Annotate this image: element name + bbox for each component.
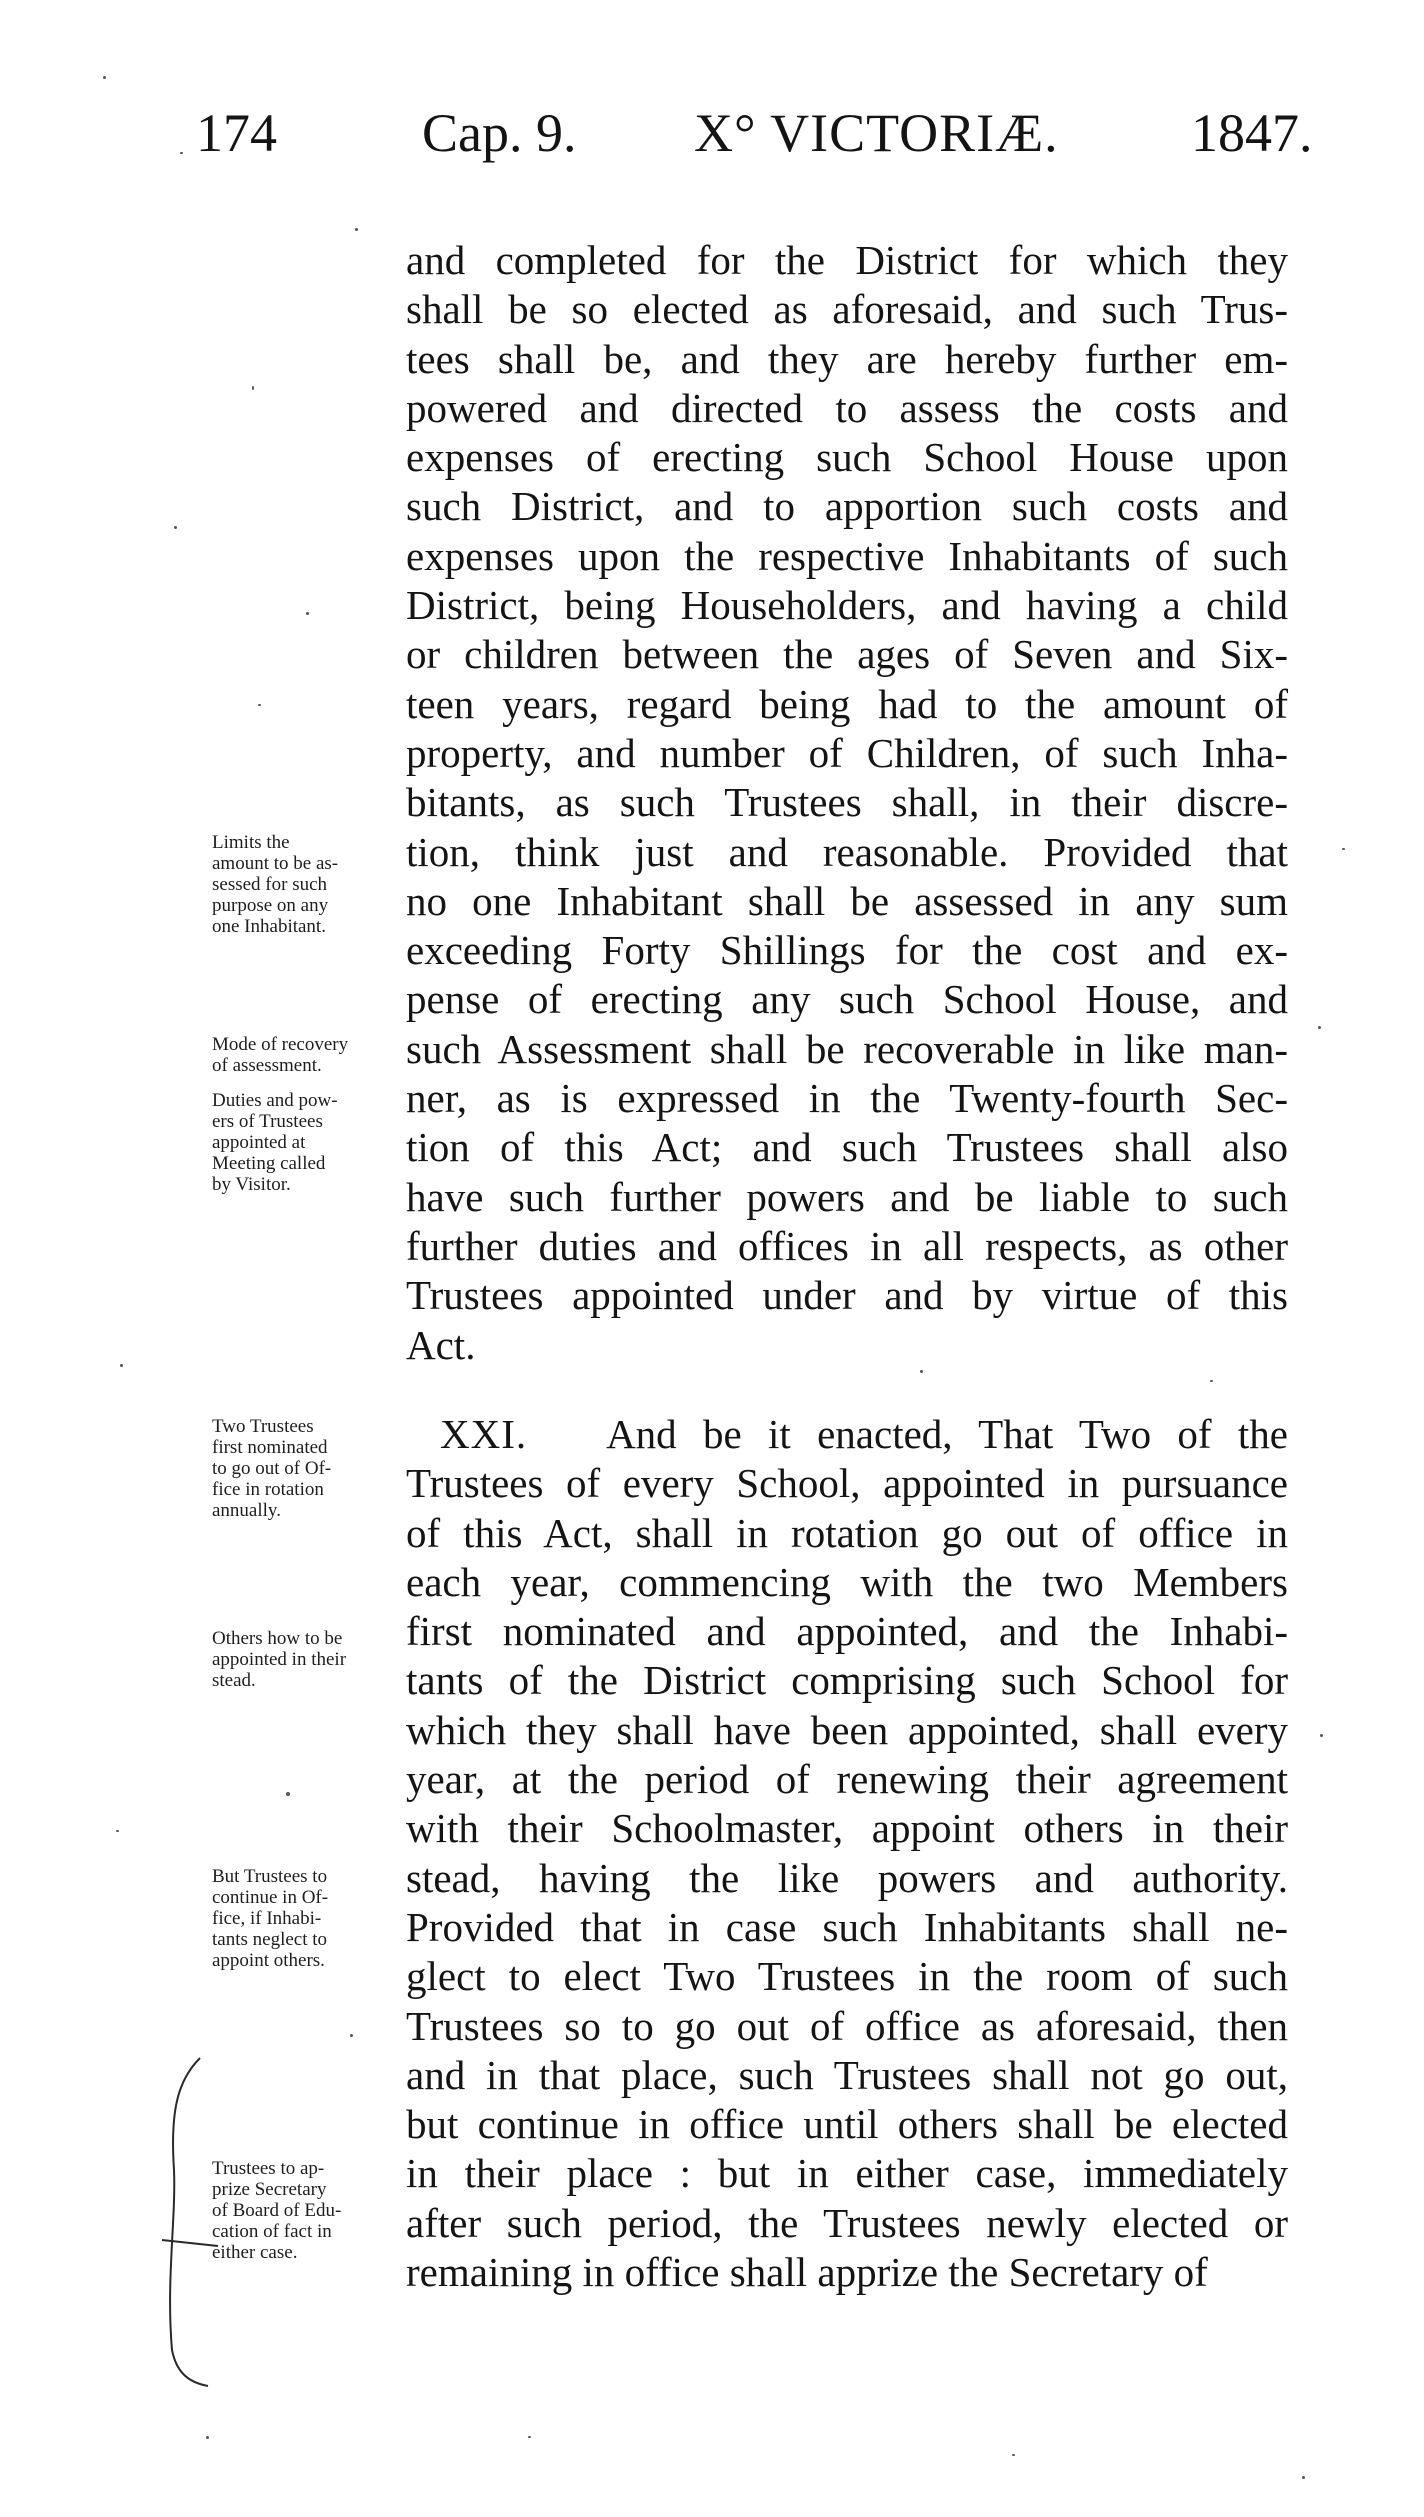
text-line: Trustees of every School, appointed in pursuance (406, 1460, 1288, 1507)
note-line: Mode of recovery (212, 1034, 349, 1055)
section-first-line (406, 1410, 1288, 1459)
text-line: no one Inhabitant shall be assessed in any sum (406, 877, 1288, 924)
note-line: Two Trustees (212, 1416, 314, 1437)
text-line: which they shall have been appointed, shall every (406, 1706, 1288, 1753)
note-line: to go out of Of- (212, 1458, 332, 1479)
text-line: tees shall be, and they are hereby further em- (406, 335, 1288, 382)
text-line: Trustees so to go out of office as aforesaid, then (406, 2002, 1288, 2049)
text-line: Act. (406, 1321, 476, 1368)
section-number: XXI. (440, 1411, 528, 1457)
text-line: in their place : but in either case, immediately (406, 2150, 1288, 2197)
text-line: year, at the period of renewing their agreement (406, 1756, 1288, 1803)
text-line: pense of erecting any such School House, and (406, 976, 1288, 1023)
note-line: Limits the (212, 832, 290, 853)
note-line: fice, if Inhabi- (212, 1908, 322, 1929)
text-line: powered and directed to assess the costs and (406, 384, 1288, 431)
margin-note-limits-assessment (212, 832, 392, 937)
margin-note-apprize-secretary (212, 2158, 392, 2263)
note-line: prize Secretary (212, 2179, 327, 2200)
note-line: appoint others. (212, 1950, 325, 1971)
margin-note-trustees-continue (212, 1866, 392, 1971)
text-line: further duties and offices in all respects, as other (406, 1222, 1288, 1269)
note-line: Meeting called (212, 1153, 326, 1174)
text-line: tion, think just and reasonable. Provided that (406, 828, 1288, 875)
margin-note-rotation (212, 1416, 392, 1521)
running-header (196, 102, 1313, 182)
text-line: remaining in office shall apprize the Secretary of (406, 2249, 1208, 2296)
note-line: appointed in their (212, 1649, 347, 1670)
note-line: amount to be as- (212, 853, 339, 874)
text-line: first nominated and appointed, and the Inhabi- (406, 1608, 1288, 1655)
text-line: Provided that in case such Inhabitants shall ne- (406, 1903, 1288, 1950)
note-line: appointed at (212, 1132, 306, 1153)
text-line: tants of the District comprising such School for (406, 1657, 1288, 1704)
text-line: or children between the ages of Seven and Six- (406, 631, 1288, 678)
note-line: Others how to be (212, 1628, 343, 1649)
text-line: such Assessment shall be recoverable in like man- (406, 1025, 1288, 1072)
margin-note-mode-of-recovery (212, 1034, 392, 1076)
text-line: such District, and to apportion such costs and (406, 483, 1288, 530)
section-first-line-text: And be it enacted, That Two of the (606, 1411, 1288, 1457)
note-line: But Trustees to (212, 1866, 328, 1887)
text-line: property, and number of Children, of such Inha- (406, 729, 1288, 776)
text-line: of this Act, shall in rotation go out of office in (406, 1509, 1288, 1556)
note-line: purpose on any (212, 895, 329, 916)
act-title: X° VICTORIÆ. (694, 103, 1059, 163)
text-line: teen years, regard being had to the amount of (406, 680, 1288, 727)
note-line: one Inhabitant. (212, 916, 326, 937)
text-line: exceeding Forty Shillings for the cost and ex- (406, 927, 1288, 974)
text-line: glect to elect Two Trustees in the room of such (406, 1953, 1288, 2000)
text-line: Trustees appointed under and by virtue of this (406, 1272, 1288, 1319)
text-line: but continue in office until others shall be elected (406, 2101, 1288, 2148)
section-xxi-paragraph (406, 1410, 1288, 2297)
text-line: bitants, as such Trustees shall, in their discre- (406, 779, 1288, 826)
note-line: of Board of Edu- (212, 2200, 342, 2221)
margin-note-others-appointed (212, 1628, 392, 1691)
text-line: District, being Householders, and having a child (406, 582, 1288, 629)
text-line: shall be so elected as aforesaid, and such Trus- (406, 286, 1288, 333)
chapter-label: Cap. 9. (422, 103, 577, 163)
note-line: tants neglect to (212, 1929, 328, 1950)
note-line: ers of Trustees (212, 1111, 323, 1132)
note-line: first nominated (212, 1437, 328, 1458)
text-line: stead, having the like powers and authority. (406, 1854, 1288, 1901)
text-line: each year, commencing with the two Members (406, 1558, 1288, 1605)
note-line: of assessment. (212, 1055, 322, 1076)
note-line: annually. (212, 1500, 281, 1521)
text-line: and in that place, such Trustees shall not go out, (406, 2051, 1288, 2098)
margin-note-duties-of-trustees (212, 1090, 392, 1195)
paragraph-continued (406, 236, 1288, 1370)
text-line: and completed for the District for which they (406, 237, 1288, 283)
text-line: after such period, the Trustees newly elected or (406, 2199, 1288, 2246)
text-line: have such further powers and be liable to such (406, 1173, 1288, 1220)
note-line: fice in rotation (212, 1479, 324, 1500)
note-line: sessed for such (212, 874, 328, 895)
note-line: Duties and pow- (212, 1090, 338, 1111)
text-line: with their Schoolmaster, appoint others in their (406, 1805, 1288, 1852)
year-label: 1847. (1191, 103, 1313, 163)
note-line: continue in Of- (212, 1887, 329, 1908)
text-line: tion of this Act; and such Trustees shall also (406, 1124, 1288, 1171)
handwritten-bracket-mark (160, 2050, 220, 2390)
note-line: stead. (212, 1670, 256, 1691)
text-line: expenses of erecting such School House upon (406, 434, 1288, 481)
note-line: Trustees to ap- (212, 2158, 325, 2179)
note-line: either case. (212, 2242, 298, 2263)
text-line: ner, as is expressed in the Twenty-fourth Sec- (406, 1075, 1288, 1122)
note-line: by Visitor. (212, 1174, 291, 1195)
text-line: expenses upon the respective Inhabitants of such (406, 532, 1288, 579)
page-number: 174 (196, 103, 277, 163)
note-line: cation of fact in (212, 2221, 332, 2242)
